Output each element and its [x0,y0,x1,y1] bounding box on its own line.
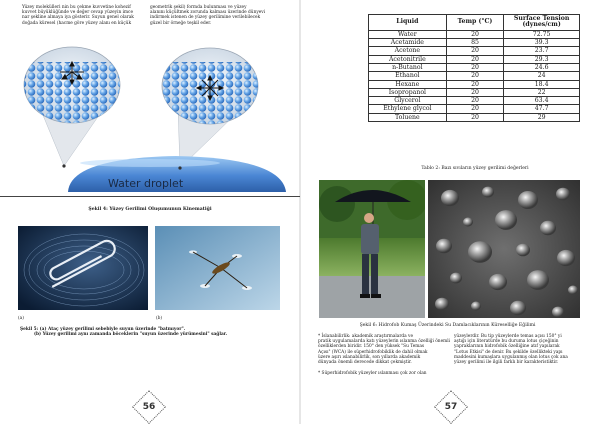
water-drop [518,191,538,209]
liquid-cell: Ethylene glycol [369,105,447,113]
umbrella-person-photo [319,180,425,318]
text-line: pratik uygulamalarda katı yüzeylerin ıslanma özelliği önemli [318,339,450,345]
water-drop [450,273,462,284]
surface-tension-cell: 39.3 [504,39,580,47]
temp-cell: 20 [446,113,504,121]
label-b: (b) [156,316,163,321]
liquid-cell: Glycerol [369,97,447,105]
wettability-column-right [454,334,584,365]
liquid-cell: Acetone [369,47,447,55]
page-number-text: 56 [142,402,156,412]
paperclip-photo [18,226,148,310]
surface-tension-cell: 24.6 [504,64,580,72]
text-line: geometrik şekil) formda bulunması ve yüzey [150,5,247,10]
water-drop [436,239,452,253]
water-drop [527,270,549,290]
page-number-56 [132,390,166,424]
text-line: yapraklarının hidrofobik özelliğine atıf yapılarak [454,344,560,350]
water-drop [489,274,507,290]
table-row [369,88,580,96]
text-line: Açısı" (WCA) ile süperhidrofobiklik de dahil olmak [318,349,428,355]
caption-line: Şekil 5: (a) Ataç yüzey gerilimi sebebiyle suyun üzerinde "batmıyor". [20,327,186,332]
water-drop [482,187,494,198]
water-drop [556,188,570,201]
figure4-caption: Şekil 4: Yüzey Gerilimi Oluşumunun Kinematiği [88,207,212,212]
text-line: yüzeylerdir. Bu tip yüzeylerde temas açısı 150° yi [454,334,562,339]
page-number-text: 57 [444,402,458,412]
text-line: maddesini kumaşlara uygulanmış olan lotus çok ana [454,354,568,360]
text-line: "Lotus Etkisi" de denir. Bu şekilde özellikteki yapı [454,349,563,355]
surface-tension-cell: 72.75 [504,30,580,38]
droplets-on-fabric-photo [428,180,580,318]
text-line: alanını küçültmek zorunda kalması üzerinde dünyevi [150,10,266,16]
table-header: Surface Tension (dynes/cm) [504,15,580,31]
figure5-caption [20,327,285,337]
table-row [369,80,580,88]
text-line: nar şekline almaya iya gösterir. Suyun genel olarak [22,15,134,21]
temp-cell: 20 [446,80,504,88]
footnote: * Süperhidrofobik yüzeyler ıslanması çok zor olan [318,371,427,377]
surface-tension-cell: 63.4 [504,97,580,105]
temp-cell: 20 [446,30,504,38]
surface-tension-cell: 29 [504,113,580,121]
table-row [369,30,580,38]
temp-cell: 85 [446,39,504,47]
liquid-cell: Hexane [369,80,447,88]
water-droplet-figure [0,0,300,205]
temp-cell: 20 [446,64,504,72]
text-line: doğada küresel (hacme göre yüzey alanı en küçük [22,20,132,26]
text-line: indirmek istenen de yüzey gerilimine verilebilecek [150,15,261,21]
table-row [369,97,580,105]
surface-tension-cell: 29.3 [504,55,580,63]
text-line: üzere aşırı ıslanabilirlik, son yıllarda akademik [318,354,421,360]
water-drop [540,221,556,235]
table-row [369,64,580,72]
liquid-cell: Acetamide [369,39,447,47]
liquid-cell: Toluene [369,113,447,121]
water-drop [516,244,530,257]
text-line: dünyada önemli derecede dikkat çekmiştir. [318,360,412,366]
rule [0,196,300,197]
left-page [0,0,300,424]
liquid-cell: n-Butanol [369,64,447,72]
temp-cell: 20 [446,72,504,80]
table-row [369,47,580,55]
liquid-cell: Isopropanol [369,88,447,96]
table-header: Liquid [369,15,447,31]
table-row [369,72,580,80]
liquid-cell: Acetonitrile [369,55,447,63]
water-drop [552,307,564,318]
text-line: yüzey gerilimi ile ilgili farklı bir karakteristiktir. [454,360,559,366]
page-number-57 [434,390,468,424]
water-drop [510,301,526,315]
label-a: (a) [18,316,24,321]
table-caption: Tablo 2: Bazı sıvıların yüzey gerilimi değerleri [421,166,529,171]
figure6-caption: Şekil 6: Hidrofob Kumaş Üzerindeki Su Damlacıklarının Küreselliğe Eğilimi [359,323,536,328]
table-row [369,55,580,63]
droplet-label: Water droplet [108,177,184,190]
table-row [369,113,580,121]
surface-tension-cell: 24 [504,72,580,80]
table-header: Temp (°C) [446,15,504,31]
text-line: özelliklerden biridir. 150° den yüksek "Su Temas [318,344,425,350]
text-line: güzel bir örneğe teşkil eder. [150,20,212,26]
temp-cell: 20 [446,105,504,113]
water-drop [495,210,517,230]
surface-tension-cell: 23.7 [504,47,580,55]
temp-cell: 20 [446,97,504,105]
text-line: Yüzey molekülleri nin bu çekme kuvvetine kohezif [22,5,131,10]
surface-tension-cell: 47.7 [504,105,580,113]
table-body [369,30,580,121]
water-drop [471,302,481,311]
water-drop [468,241,492,263]
caption-line: (b) Yüzey gerilimi aynı zamanda böceklerin "suyun üzerinde yürümesini" sağlar. [34,332,228,338]
table-header-row [369,15,580,31]
water-drop [557,250,575,266]
surface-tension-table-wrap [368,14,580,122]
water-strider-photo [155,226,280,310]
surface-tension-cell: 18.4 [504,80,580,88]
text-line: aştığı için literatürde bu duruma lotus çiçeğinin [454,339,559,345]
table-row [369,105,580,113]
liquid-cell: Ethanol [369,72,447,80]
text-line: kuvvet büyüklüğünde ve değer cevap yüzeyin imce [22,10,133,16]
temp-cell: 20 [446,55,504,63]
liquid-cell: Water [369,30,447,38]
water-drop [435,298,449,311]
table-row [369,39,580,47]
water-drop [568,286,578,295]
surface-tension-table [368,14,580,122]
temp-cell: 20 [446,47,504,55]
temp-cell: 20 [446,88,504,96]
water-drop [463,218,473,227]
text-line: * İslanabilirlik: akademik araştırmalarda ve [318,334,414,339]
surface-tension-cell: 22 [504,88,580,96]
wettability-column-left [318,334,450,376]
water-drop [441,190,459,206]
